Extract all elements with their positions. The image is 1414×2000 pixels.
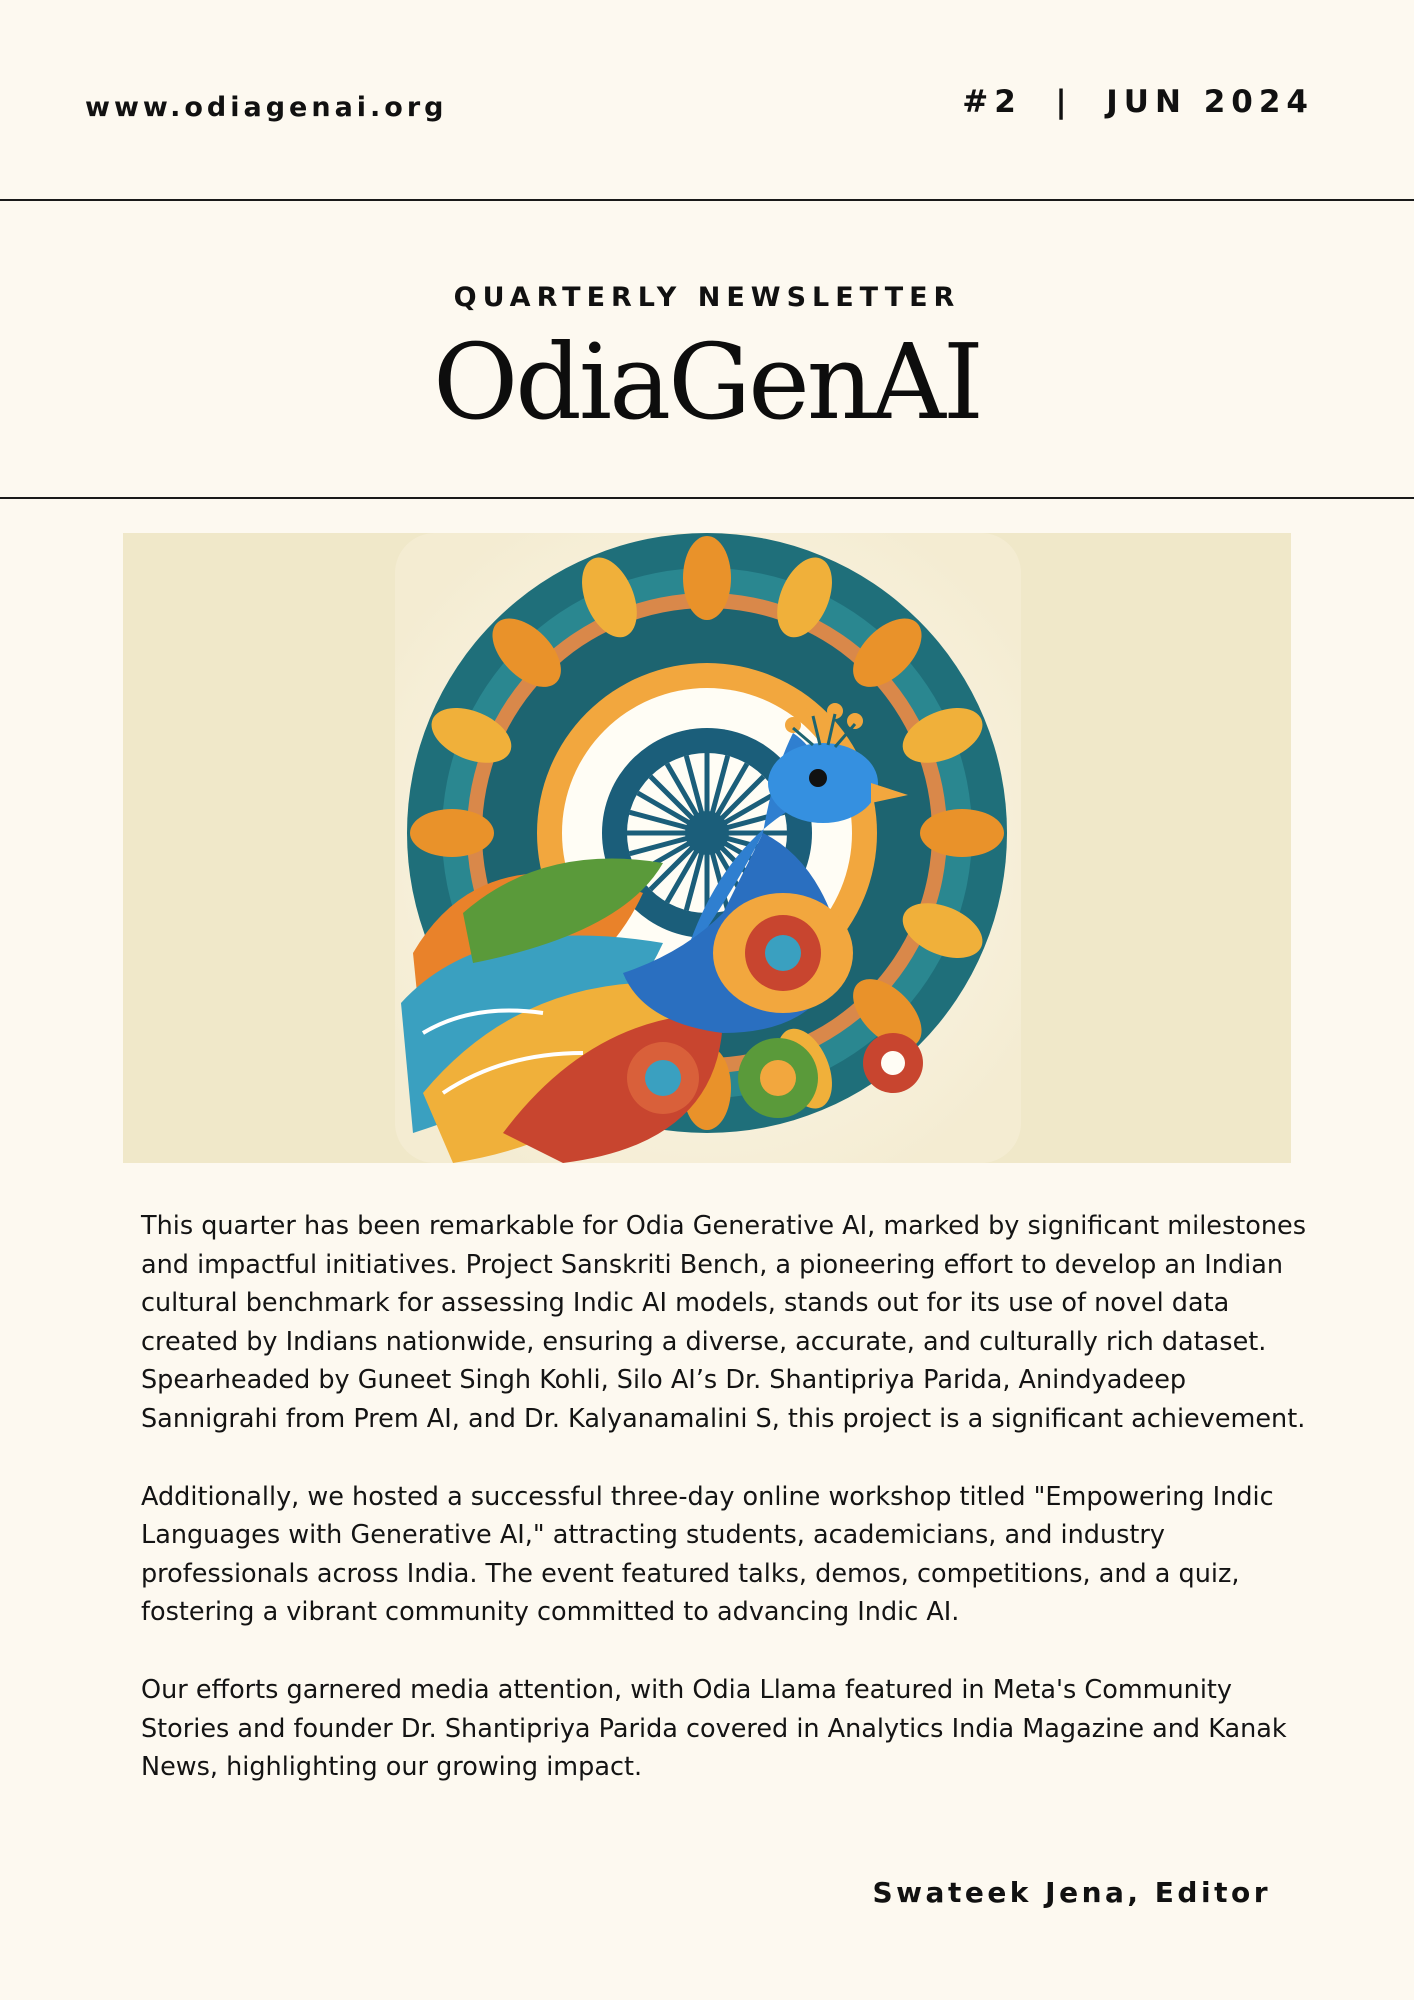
mandala-petal — [410, 809, 494, 857]
newsletter-title: OdiaGenAI — [433, 321, 981, 443]
website-link[interactable]: www.odiagenai.org — [85, 92, 448, 123]
page-header — [0, 0, 1414, 200]
hero-image — [123, 533, 1291, 1163]
article-body — [141, 1207, 1311, 1826]
mandala-petal — [683, 536, 731, 620]
top-divider — [0, 199, 1414, 201]
editor-signature: Swateek Jena, Editor — [872, 1876, 1271, 1909]
peacock-mandala-illustration — [123, 533, 1291, 1163]
issue-number-date: #2 | JUN 2024 — [962, 84, 1314, 120]
paragraph-1: This quarter has been remarkable for Odia Generative AI, marked by significant milestones and impactful initiatives. Project Sanskriti Bench, a pioneering effort to develop an Indian cultural benchmark for assessing Indic AI models, stands out for its use of novel data created by Indians nationwide, ensuring a diverse, accurate, and culturally rich dataset. Spearheaded by Guneet Singh Kohli, Silo AI’s Dr. Shantipriya Parida, Anindyadeep Sannigrahi from Prem AI, and Dr. Kalyanamalini S, this project is a significant achievement. — [141, 1211, 1306, 1434]
paragraph-2: Additionally, we hosted a successful three-day online workshop titled "Empowering Indic Languages with Generative AI," attracting students, academicians, and industry professionals across India. The event featured talks, demos, competitions, and a quiz, fostering a vibrant community committed to advancing Indic AI. — [141, 1481, 1274, 1628]
mandala-petal — [920, 809, 1004, 857]
paragraph-3: Our efforts garnered media attention, with Odia Llama featured in Meta's Community Stories and founder Dr. Shantipriya Parida covered in Analytics India Magazine and Kanak News, highlighting our growing impact. — [141, 1674, 1287, 1783]
newsletter-kicker: QUARTERLY NEWSLETTER — [453, 282, 961, 313]
masthead-divider — [0, 497, 1414, 499]
